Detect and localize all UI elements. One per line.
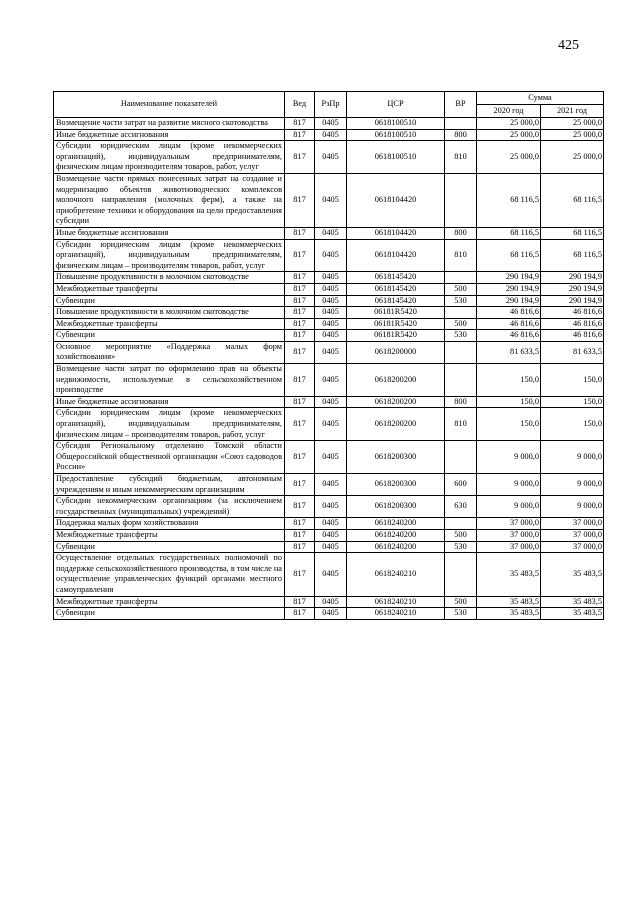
cell-y2020: 35 483,5 (477, 608, 541, 620)
cell-name: Повышение продуктивности в молочном скотоводстве (54, 272, 285, 284)
cell-vr: 600 (445, 474, 477, 496)
cell-ved: 817 (285, 396, 315, 408)
cell-ved: 817 (285, 441, 315, 474)
cell-y2020: 290 194,9 (477, 283, 541, 295)
cell-y2020: 25 000,0 (477, 129, 541, 141)
cell-ved: 817 (285, 364, 315, 397)
cell-name: Субсидии некоммерческим организациям (за исключением государственных (муниципальных) учреждений) (54, 496, 285, 518)
cell-vr: 800 (445, 129, 477, 141)
cell-name: Субсидии юридическим лицам (кроме некоммерческих организаций), индивидуальным предпринимателям, физическим лицам – производителям товаров, работ, услуг (54, 408, 285, 441)
header-name: Наименование показателей (54, 92, 285, 118)
cell-vr: 500 (445, 529, 477, 541)
cell-rzpr: 0405 (315, 596, 347, 608)
table-row (54, 118, 604, 130)
cell-ved: 817 (285, 295, 315, 307)
header-2020: 2020 год (477, 105, 541, 118)
cell-vr (445, 518, 477, 530)
cell-ved: 817 (285, 529, 315, 541)
table-row (54, 239, 604, 272)
cell-csr: 0618145420 (347, 283, 445, 295)
table-row (54, 141, 604, 174)
cell-y2021: 150,0 (541, 364, 604, 397)
cell-y2020: 37 000,0 (477, 518, 541, 530)
cell-rzpr: 0405 (315, 474, 347, 496)
cell-y2021: 46 816,6 (541, 330, 604, 342)
header-rzpr: РзПр (315, 92, 347, 118)
cell-name: Межбюджетные трансферты (54, 596, 285, 608)
budget-table (53, 91, 604, 620)
cell-vr: 530 (445, 608, 477, 620)
table-row (54, 227, 604, 239)
cell-rzpr: 0405 (315, 118, 347, 130)
cell-csr: 0618240200 (347, 541, 445, 553)
table-row (54, 529, 604, 541)
cell-ved: 817 (285, 496, 315, 518)
cell-ved: 817 (285, 141, 315, 174)
cell-y2020: 9 000,0 (477, 441, 541, 474)
cell-rzpr: 0405 (315, 283, 347, 295)
cell-rzpr: 0405 (315, 529, 347, 541)
cell-y2020: 25 000,0 (477, 141, 541, 174)
cell-vr: 810 (445, 408, 477, 441)
cell-y2021: 46 816,6 (541, 307, 604, 319)
cell-name: Иные бюджетные ассигнования (54, 227, 285, 239)
cell-csr: 0618104420 (347, 239, 445, 272)
cell-name: Субсидии юридическим лицам (кроме некоммерческих организаций), индивидуальным предпринимателям, физическим лицам – производителям товаров, работ, услуг (54, 239, 285, 272)
cell-vr (445, 173, 477, 227)
header-csr: ЦСР (347, 92, 445, 118)
cell-y2021: 150,0 (541, 396, 604, 408)
table-row (54, 364, 604, 397)
cell-y2020: 68 116,5 (477, 227, 541, 239)
cell-ved: 817 (285, 341, 315, 363)
cell-y2021: 290 194,9 (541, 283, 604, 295)
cell-name: Предоставление субсидий бюджетным, автономным учреждениям и иным некоммерческим организациям (54, 474, 285, 496)
cell-y2021: 46 816,6 (541, 318, 604, 330)
cell-ved: 817 (285, 330, 315, 342)
cell-csr: 0618200000 (347, 341, 445, 363)
cell-csr: 0618200300 (347, 474, 445, 496)
cell-y2020: 35 483,5 (477, 553, 541, 596)
cell-y2021: 9 000,0 (541, 496, 604, 518)
cell-rzpr: 0405 (315, 173, 347, 227)
table-row (54, 295, 604, 307)
cell-rzpr: 0405 (315, 141, 347, 174)
cell-rzpr: 0405 (315, 307, 347, 319)
cell-y2020: 150,0 (477, 408, 541, 441)
cell-y2020: 9 000,0 (477, 474, 541, 496)
cell-rzpr: 0405 (315, 408, 347, 441)
cell-y2021: 37 000,0 (541, 541, 604, 553)
cell-y2020: 150,0 (477, 364, 541, 397)
cell-csr: 0618240200 (347, 529, 445, 541)
cell-y2021: 68 116,5 (541, 227, 604, 239)
cell-ved: 817 (285, 307, 315, 319)
cell-vr (445, 364, 477, 397)
cell-rzpr: 0405 (315, 129, 347, 141)
cell-name: Межбюджетные трансферты (54, 529, 285, 541)
cell-ved: 817 (285, 239, 315, 272)
cell-y2020: 35 483,5 (477, 596, 541, 608)
cell-y2021: 25 000,0 (541, 118, 604, 130)
cell-y2020: 46 816,6 (477, 330, 541, 342)
cell-y2021: 150,0 (541, 408, 604, 441)
header-ved: Вед (285, 92, 315, 118)
cell-y2021: 25 000,0 (541, 129, 604, 141)
cell-y2021: 37 000,0 (541, 529, 604, 541)
cell-vr: 530 (445, 541, 477, 553)
cell-vr: 810 (445, 239, 477, 272)
cell-name: Поддержка малых форм хозяйствования (54, 518, 285, 530)
cell-csr: 0618104420 (347, 227, 445, 239)
header-sum: Сумма (477, 92, 604, 105)
cell-vr (445, 341, 477, 363)
table-row (54, 318, 604, 330)
cell-vr (445, 553, 477, 596)
table-row (54, 272, 604, 284)
cell-name: Иные бюджетные ассигнования (54, 129, 285, 141)
cell-rzpr: 0405 (315, 318, 347, 330)
cell-rzpr: 0405 (315, 541, 347, 553)
page-number: 425 (558, 38, 579, 53)
cell-csr: 0618240210 (347, 596, 445, 608)
cell-csr: 0618145420 (347, 272, 445, 284)
cell-vr (445, 307, 477, 319)
cell-y2021: 68 116,5 (541, 239, 604, 272)
cell-ved: 817 (285, 518, 315, 530)
cell-csr: 06181R5420 (347, 318, 445, 330)
cell-ved: 817 (285, 173, 315, 227)
cell-name: Субсидия Региональному отделению Томской области Общероссийской общественной организации «Союз садоводов России» (54, 441, 285, 474)
table-row (54, 396, 604, 408)
cell-csr: 0618200300 (347, 496, 445, 518)
cell-y2020: 46 816,6 (477, 318, 541, 330)
cell-name: Субвенции (54, 608, 285, 620)
cell-rzpr: 0405 (315, 496, 347, 518)
cell-ved: 817 (285, 408, 315, 441)
cell-rzpr: 0405 (315, 239, 347, 272)
cell-y2021: 290 194,9 (541, 295, 604, 307)
cell-vr (445, 272, 477, 284)
cell-csr: 0618240200 (347, 518, 445, 530)
table-row (54, 173, 604, 227)
header-2021: 2021 год (541, 105, 604, 118)
cell-y2021: 9 000,0 (541, 441, 604, 474)
cell-vr (445, 118, 477, 130)
table-row (54, 518, 604, 530)
cell-y2020: 37 000,0 (477, 529, 541, 541)
table-row (54, 330, 604, 342)
cell-name: Возмещение части прямых понесенных затрат на создание и модернизацию объектов животноводческих комплексов молочного направления (молочных ферм), а также на приобретение техники и оборудования на цели предоставления субсидии (54, 173, 285, 227)
cell-name: Субвенции (54, 330, 285, 342)
cell-csr: 0618200200 (347, 364, 445, 397)
cell-name: Субвенции (54, 541, 285, 553)
table-body (54, 118, 604, 620)
cell-ved: 817 (285, 118, 315, 130)
cell-ved: 817 (285, 608, 315, 620)
cell-csr: 0618145420 (347, 295, 445, 307)
cell-name: Возмещение части затрат на развитие мясного скотоводства (54, 118, 285, 130)
cell-name: Иные бюджетные ассигнования (54, 396, 285, 408)
cell-y2021: 25 000,0 (541, 141, 604, 174)
table-row (54, 608, 604, 620)
cell-name: Основное мероприятие «Поддержка малых форм хозяйствования» (54, 341, 285, 363)
cell-csr: 0618240210 (347, 608, 445, 620)
cell-csr: 0618240210 (347, 553, 445, 596)
cell-y2020: 290 194,9 (477, 272, 541, 284)
cell-y2020: 81 633,5 (477, 341, 541, 363)
cell-rzpr: 0405 (315, 330, 347, 342)
cell-name: Осуществление отдельных государственных полномочий по поддержке сельскохозяйственного производства, в том числе на осуществление управленческих функций органами местного самоуправления (54, 553, 285, 596)
cell-vr (445, 441, 477, 474)
table-row (54, 129, 604, 141)
cell-rzpr: 0405 (315, 341, 347, 363)
cell-csr: 06181R5420 (347, 307, 445, 319)
cell-name: Межбюджетные трансферты (54, 283, 285, 295)
cell-vr: 810 (445, 141, 477, 174)
cell-ved: 817 (285, 541, 315, 553)
cell-csr: 0618100510 (347, 118, 445, 130)
header-vr: ВР (445, 92, 477, 118)
cell-y2020: 150,0 (477, 396, 541, 408)
cell-ved: 817 (285, 129, 315, 141)
cell-csr: 0618100510 (347, 129, 445, 141)
cell-y2021: 290 194,9 (541, 272, 604, 284)
cell-y2021: 68 116,5 (541, 173, 604, 227)
cell-vr: 500 (445, 283, 477, 295)
table-row (54, 553, 604, 596)
cell-csr: 0618200200 (347, 408, 445, 441)
table-row (54, 408, 604, 441)
cell-y2021: 35 483,5 (541, 596, 604, 608)
table-row (54, 307, 604, 319)
cell-ved: 817 (285, 227, 315, 239)
cell-y2021: 35 483,5 (541, 608, 604, 620)
cell-name: Субвенции (54, 295, 285, 307)
table-row (54, 541, 604, 553)
cell-vr: 630 (445, 496, 477, 518)
cell-rzpr: 0405 (315, 553, 347, 596)
cell-name: Повышение продуктивности в молочном скотоводстве (54, 307, 285, 319)
cell-csr: 0618104420 (347, 173, 445, 227)
cell-rzpr: 0405 (315, 364, 347, 397)
cell-y2020: 37 000,0 (477, 541, 541, 553)
table-header (54, 92, 604, 118)
table-row (54, 474, 604, 496)
cell-y2021: 81 633,5 (541, 341, 604, 363)
cell-rzpr: 0405 (315, 441, 347, 474)
cell-csr: 0618200300 (347, 441, 445, 474)
cell-rzpr: 0405 (315, 396, 347, 408)
table-row (54, 596, 604, 608)
table-row (54, 283, 604, 295)
cell-y2020: 68 116,5 (477, 239, 541, 272)
cell-csr: 06181R5420 (347, 330, 445, 342)
cell-rzpr: 0405 (315, 518, 347, 530)
cell-ved: 817 (285, 553, 315, 596)
cell-rzpr: 0405 (315, 295, 347, 307)
cell-vr: 800 (445, 396, 477, 408)
cell-vr: 530 (445, 295, 477, 307)
cell-rzpr: 0405 (315, 272, 347, 284)
cell-name: Субсидии юридическим лицам (кроме некоммерческих организаций), индивидуальным предпринимателям, физическим лицам производителям товаров, работ, услуг (54, 141, 285, 174)
cell-ved: 817 (285, 283, 315, 295)
cell-vr: 530 (445, 330, 477, 342)
table-row (54, 496, 604, 518)
cell-ved: 817 (285, 272, 315, 284)
cell-ved: 817 (285, 318, 315, 330)
cell-y2020: 46 816,6 (477, 307, 541, 319)
cell-y2021: 35 483,5 (541, 553, 604, 596)
cell-vr: 500 (445, 596, 477, 608)
cell-y2021: 9 000,0 (541, 474, 604, 496)
cell-csr: 0618200200 (347, 396, 445, 408)
cell-y2020: 68 116,5 (477, 173, 541, 227)
table-row (54, 441, 604, 474)
cell-vr: 800 (445, 227, 477, 239)
cell-y2020: 290 194,9 (477, 295, 541, 307)
cell-vr: 500 (445, 318, 477, 330)
cell-rzpr: 0405 (315, 227, 347, 239)
cell-y2020: 25 000,0 (477, 118, 541, 130)
table-row (54, 341, 604, 363)
cell-y2020: 9 000,0 (477, 496, 541, 518)
cell-name: Межбюджетные трансферты (54, 318, 285, 330)
cell-rzpr: 0405 (315, 608, 347, 620)
cell-ved: 817 (285, 596, 315, 608)
cell-ved: 817 (285, 474, 315, 496)
cell-csr: 0618100510 (347, 141, 445, 174)
cell-name: Возмещение части затрат по оформлению прав на объекты недвижимости, используемые в сельскохозяйственном производстве (54, 364, 285, 397)
cell-y2021: 37 000,0 (541, 518, 604, 530)
